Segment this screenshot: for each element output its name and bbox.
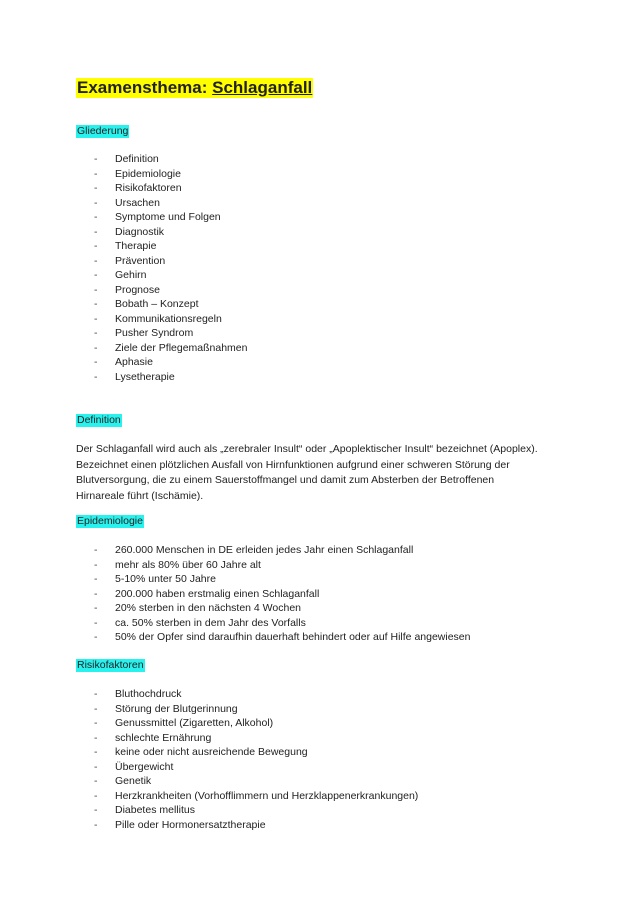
bullet-dash: - <box>94 544 98 556</box>
bullet-dash: - <box>94 631 98 643</box>
bullet-dash: - <box>94 283 98 296</box>
list-item-text: Bobath – Konzept <box>115 298 199 310</box>
list-item-text: Symptome und Folgen <box>115 211 221 223</box>
definition-paragraph <box>76 442 576 504</box>
list-item-text: Lysetherapie <box>115 370 175 383</box>
bullet-dash: - <box>94 370 98 383</box>
definition-line: Der Schlaganfall wird auch als „zerebraler Insult“ oder „Apoplektischer Insult“ bezeichnet (Apoplex). <box>76 443 538 455</box>
bullet-dash: - <box>94 760 98 773</box>
list-item-text: Definition <box>115 153 159 165</box>
bullet-dash: - <box>94 818 98 831</box>
list-item-text: Pusher Syndrom <box>115 327 194 339</box>
bullet-dash: - <box>94 356 98 368</box>
bullet-dash: - <box>94 327 98 339</box>
bullet-dash: - <box>94 688 98 700</box>
definition-line: Bezeichnet einen plötzlichen Ausfall von Hirnfunktionen aufgrund einer schweren Störung der <box>76 458 510 471</box>
list-item-text: keine oder nicht ausreichende Bewegung <box>115 746 308 758</box>
heading-epidemiologie: Epidemiologie <box>77 515 143 527</box>
list-item-text: Störung der Blutgerinnung <box>115 702 238 715</box>
list-item-text: Diagnostik <box>115 225 165 238</box>
bullet-dash: - <box>94 167 98 180</box>
bullet-dash: - <box>94 558 98 571</box>
list-item-text: Ziele der Pflegemaßnahmen <box>115 341 248 354</box>
list-item-text: Therapie <box>115 240 157 252</box>
bullet-dash: - <box>94 153 98 165</box>
list-item-text: ca. 50% sterben in dem Jahr des Vorfalls <box>115 616 306 629</box>
definition-line: Hirnareale führt (Ischämie). <box>76 489 204 502</box>
list-item-text: Gehirn <box>115 269 147 281</box>
title-prefix: Examensthema: <box>77 78 213 97</box>
bullet-dash: - <box>94 717 98 729</box>
bullet-dash: - <box>94 602 98 614</box>
bullet-dash: - <box>94 182 98 194</box>
list-item-text: Bluthochdruck <box>115 688 182 700</box>
list-item-text: 50% der Opfer sind daraufhin dauerhaft behindert oder auf Hilfe angewiesen <box>115 631 471 643</box>
list-item-text: Herzkrankheiten (Vorhofflimmern und Herzklappenerkrankungen) <box>115 789 419 802</box>
list-item-text: 260.000 Menschen in DE erleiden jedes Jahr einen Schlaganfall <box>115 544 414 556</box>
bullet-dash: - <box>94 196 98 209</box>
list-item-text: 20% sterben in den nächsten 4 Wochen <box>115 602 302 614</box>
bullet-dash: - <box>94 789 98 802</box>
bullet-dash: - <box>94 341 98 354</box>
list-item-text: schlechte Ernährung <box>115 731 212 744</box>
bullet-dash: - <box>94 240 98 252</box>
heading-gliederung: Gliederung <box>77 125 129 137</box>
list-item-text: Prognose <box>115 283 160 296</box>
bullet-dash: - <box>94 702 98 715</box>
bullet-dash: - <box>94 254 98 267</box>
list-item-text: Pille oder Hormonersatztherapie <box>115 818 266 831</box>
bullet-dash: - <box>94 775 98 787</box>
bullet-dash: - <box>94 269 98 281</box>
title-topic: Schlaganfall <box>212 78 313 97</box>
list-item-text: 5-10% unter 50 Jahre <box>115 573 216 585</box>
list-item-text: Epidemiologie <box>115 167 181 180</box>
list-item-text: Kommunikationsregeln <box>115 312 222 325</box>
list-item-text: Risikofaktoren <box>115 182 182 194</box>
bullet-dash: - <box>94 211 98 223</box>
list-item-text: Genussmittel (Zigaretten, Alkohol) <box>115 717 274 729</box>
list-item-text: 200.000 haben erstmalig einen Schlaganfall <box>115 587 320 600</box>
bullet-dash: - <box>94 804 98 816</box>
definition-line: Blutversorgung, die zu einem Sauerstoffmangel und damit zum Absterben der Betroffenen <box>76 474 495 486</box>
list-item-text: Prävention <box>115 254 166 267</box>
bullet-dash: - <box>94 616 98 629</box>
page-title <box>76 78 313 98</box>
list-item-text: mehr als 80% über 60 Jahre alt <box>115 558 261 571</box>
heading-definition: Definition <box>77 414 121 426</box>
heading-risikofaktoren: Risikofaktoren <box>77 659 144 671</box>
list-item-text: Genetik <box>115 775 152 787</box>
bullet-dash: - <box>94 298 98 310</box>
bullet-dash: - <box>94 731 98 744</box>
list-item-text: Aphasie <box>115 356 153 368</box>
list-item-text: Ursachen <box>115 196 160 209</box>
bullet-dash: - <box>94 225 98 238</box>
bullet-dash: - <box>94 587 98 600</box>
list-item-text: Übergewicht <box>115 760 174 773</box>
bullet-dash: - <box>94 746 98 758</box>
bullet-dash: - <box>94 312 98 325</box>
bullet-dash: - <box>94 573 98 585</box>
list-item-text: Diabetes mellitus <box>115 804 195 816</box>
